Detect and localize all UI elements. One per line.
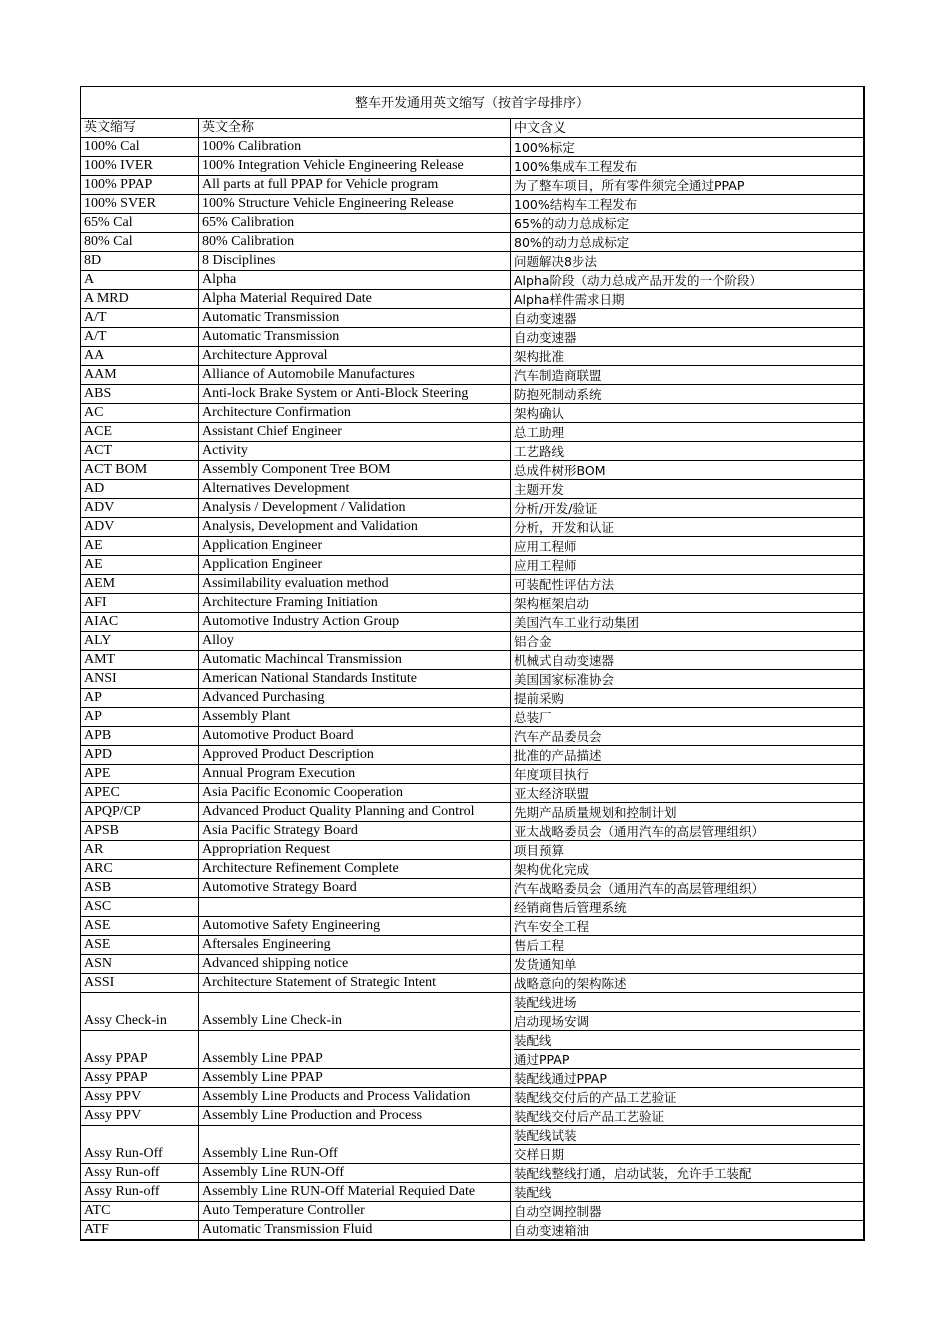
table-row bbox=[81, 841, 863, 860]
cell-abbr: AAM bbox=[81, 366, 199, 384]
cell-abbr: 100% SVER bbox=[81, 195, 199, 213]
table-row bbox=[81, 518, 863, 537]
cell-chinese-meaning: 汽车安全工程 bbox=[514, 919, 590, 934]
cell-chinese-meaning: 总成件树形BOM bbox=[514, 463, 606, 478]
table-row bbox=[81, 746, 863, 765]
cell-full-name: Assembly Line RUN-Off bbox=[199, 1164, 511, 1182]
table-row bbox=[81, 632, 863, 651]
cell-abbr: Assy Run-Off bbox=[81, 1126, 199, 1163]
cell-chinese-meaning: 应用工程师 bbox=[514, 558, 577, 573]
table-row bbox=[81, 784, 863, 803]
table-row bbox=[81, 423, 863, 442]
cell-full-name: 100% Calibration bbox=[199, 138, 511, 156]
cell-chinese-meaning: 分析，开发和认证 bbox=[514, 520, 615, 535]
cell-chinese-meaning: 汽车制造商联盟 bbox=[514, 368, 602, 383]
table-row bbox=[81, 480, 863, 499]
cell-abbr: ASE bbox=[81, 936, 199, 954]
cell-full-name: Activity bbox=[199, 442, 511, 460]
cell-chinese-meaning: 总装厂 bbox=[514, 710, 552, 725]
cell-chinese-line: 交样日期 bbox=[514, 1144, 860, 1163]
table-row bbox=[81, 689, 863, 708]
cell-chinese-meaning: 架构优化完成 bbox=[514, 862, 590, 877]
cell-chinese-meaning: 65%的动力总成标定 bbox=[514, 216, 630, 231]
cell-full-name: Architecture Approval bbox=[199, 347, 511, 365]
table-row bbox=[81, 176, 863, 195]
cell-abbr: ASC bbox=[81, 898, 199, 916]
table-row bbox=[81, 385, 863, 404]
table-row bbox=[81, 727, 863, 746]
cell-full-name: 100% Structure Vehicle Engineering Release bbox=[199, 195, 511, 213]
cell-abbr: AP bbox=[81, 708, 199, 726]
cell-abbr: AC bbox=[81, 404, 199, 422]
cell-chinese-meaning: 经销商售后管理系统 bbox=[514, 900, 627, 915]
cell-full-name: Advanced Product Quality Planning and Control bbox=[199, 803, 511, 821]
cell-full-name: Automotive Product Board bbox=[199, 727, 511, 745]
cell-chinese-meaning: 100%集成车工程发布 bbox=[514, 159, 638, 174]
cell-full-name: Alpha bbox=[199, 271, 511, 289]
table-row bbox=[81, 917, 863, 936]
table-row bbox=[81, 1107, 863, 1126]
cell-full-name: 100% Integration Vehicle Engineering Release bbox=[199, 157, 511, 175]
table-row bbox=[81, 1183, 863, 1202]
cell-full-name: Assimilability evaluation method bbox=[199, 575, 511, 593]
table-row bbox=[81, 157, 863, 176]
cell-full-name: Analysis / Development / Validation bbox=[199, 499, 511, 517]
table-row bbox=[81, 138, 863, 157]
header-chinese-meaning: 中文含义 bbox=[514, 121, 567, 136]
cell-abbr: APQP/CP bbox=[81, 803, 199, 821]
cell-abbr: ACE bbox=[81, 423, 199, 441]
cell-abbr: ADV bbox=[81, 518, 199, 536]
table-row bbox=[81, 765, 863, 784]
cell-full-name: Automatic Transmission bbox=[199, 309, 511, 327]
cell-abbr: 100% PPAP bbox=[81, 176, 199, 194]
cell-full-name: 65% Calibration bbox=[199, 214, 511, 232]
cell-abbr: 80% Cal bbox=[81, 233, 199, 251]
table-row bbox=[81, 822, 863, 841]
cell-chinese-meaning: 防抱死制动系统 bbox=[514, 387, 602, 402]
cell-full-name: Assembly Line PPAP bbox=[199, 1031, 511, 1068]
table-row bbox=[81, 1202, 863, 1221]
cell-chinese-meaning: 可装配性评估方法 bbox=[514, 577, 615, 592]
table-row bbox=[81, 860, 863, 879]
cell-chinese-meaning: 自动变速器 bbox=[514, 330, 577, 345]
cell-chinese-meaning: Alpha样件需求日期 bbox=[514, 292, 625, 307]
cell-abbr: ABS bbox=[81, 385, 199, 403]
cell-abbr: ACT BOM bbox=[81, 461, 199, 479]
cell-full-name: Assembly Line Products and Process Validation bbox=[199, 1088, 511, 1106]
cell-full-name bbox=[199, 898, 511, 916]
header-abbr: 英文缩写 bbox=[81, 119, 199, 137]
table-row bbox=[81, 233, 863, 252]
cell-abbr: 100% IVER bbox=[81, 157, 199, 175]
table-row bbox=[81, 575, 863, 594]
cell-full-name: Assembly Line PPAP bbox=[199, 1069, 511, 1087]
cell-abbr: AFI bbox=[81, 594, 199, 612]
table-row bbox=[81, 955, 863, 974]
cell-abbr: 65% Cal bbox=[81, 214, 199, 232]
cell-abbr: AP bbox=[81, 689, 199, 707]
table-row bbox=[81, 974, 863, 993]
table-row bbox=[81, 328, 863, 347]
cell-full-name: Assembly Line Production and Process bbox=[199, 1107, 511, 1125]
cell-abbr: Assy PPV bbox=[81, 1088, 199, 1106]
cell-chinese-meaning: 美国国家标准协会 bbox=[514, 672, 615, 687]
table-body bbox=[81, 119, 863, 1239]
cell-chinese-meaning: 战略意向的架构陈述 bbox=[514, 976, 627, 991]
cell-chinese-meaning: 装配线通过PPAP bbox=[514, 1071, 607, 1086]
cell-chinese-meaning: 主题开发 bbox=[514, 482, 565, 497]
cell-full-name: Anti-lock Brake System or Anti-Block Steering bbox=[199, 385, 511, 403]
cell-abbr: APSB bbox=[81, 822, 199, 840]
cell-full-name: Asia Pacific Strategy Board bbox=[199, 822, 511, 840]
cell-chinese-meaning: 机械式自动变速器 bbox=[514, 653, 615, 668]
table-row bbox=[81, 404, 863, 423]
cell-full-name: Asia Pacific Economic Cooperation bbox=[199, 784, 511, 802]
cell-abbr: APB bbox=[81, 727, 199, 745]
cell-chinese-meaning: 发货通知单 bbox=[514, 957, 577, 972]
cell-full-name: Aftersales Engineering bbox=[199, 936, 511, 954]
cell-abbr: A bbox=[81, 271, 199, 289]
cell-full-name: Assembly Line Run-Off bbox=[199, 1126, 511, 1163]
cell-abbr: ARC bbox=[81, 860, 199, 878]
cell-chinese-meaning: 架构确认 bbox=[514, 406, 565, 421]
cell-abbr: ATF bbox=[81, 1221, 199, 1239]
cell-abbr: ALY bbox=[81, 632, 199, 650]
table-row bbox=[81, 252, 863, 271]
table-row bbox=[81, 1069, 863, 1088]
cell-abbr: AMT bbox=[81, 651, 199, 669]
cell-abbr: 8D bbox=[81, 252, 199, 270]
cell-full-name: Automotive Safety Engineering bbox=[199, 917, 511, 935]
cell-chinese-meaning: 装配线交付后产品工艺验证 bbox=[514, 1109, 665, 1124]
cell-abbr: AEM bbox=[81, 575, 199, 593]
table-row bbox=[81, 803, 863, 822]
table-row bbox=[81, 214, 863, 233]
cell-abbr: Assy PPAP bbox=[81, 1069, 199, 1087]
cell-full-name: Application Engineer bbox=[199, 556, 511, 574]
table-header-row bbox=[81, 119, 863, 138]
cell-chinese-line: 通过PPAP bbox=[514, 1049, 860, 1068]
cell-abbr: Assy PPV bbox=[81, 1107, 199, 1125]
table-row bbox=[81, 290, 863, 309]
table-row bbox=[81, 556, 863, 575]
cell-abbr: ATC bbox=[81, 1202, 199, 1220]
cell-abbr: AIAC bbox=[81, 613, 199, 631]
table-row bbox=[81, 613, 863, 632]
cell-chinese-meaning: 80%的动力总成标定 bbox=[514, 235, 630, 250]
cell-abbr: 100% Cal bbox=[81, 138, 199, 156]
cell-abbr: APD bbox=[81, 746, 199, 764]
cell-full-name: 80% Calibration bbox=[199, 233, 511, 251]
cell-chinese-meaning: 装配线交付后的产品工艺验证 bbox=[514, 1090, 677, 1105]
cell-chinese-meaning bbox=[511, 1126, 863, 1163]
cell-chinese-meaning: 先期产品质量规划和控制计划 bbox=[514, 805, 677, 820]
cell-full-name: 8 Disciplines bbox=[199, 252, 511, 270]
cell-full-name: Alloy bbox=[199, 632, 511, 650]
cell-full-name: Assembly Component Tree BOM bbox=[199, 461, 511, 479]
cell-full-name: Advanced shipping notice bbox=[199, 955, 511, 973]
cell-full-name: Assembly Plant bbox=[199, 708, 511, 726]
cell-abbr: Assy Run-off bbox=[81, 1183, 199, 1201]
cell-chinese-meaning: 装配线 bbox=[514, 1185, 552, 1200]
cell-chinese-meaning: 装配线整线打通，启动试装，允许手工装配 bbox=[514, 1166, 752, 1181]
table-row bbox=[81, 936, 863, 955]
table-row bbox=[81, 271, 863, 290]
cell-abbr: ACT bbox=[81, 442, 199, 460]
cell-chinese-meaning: 亚太战略委员会（通用汽车的高层管理组织） bbox=[514, 824, 765, 839]
cell-full-name: Appropriation Request bbox=[199, 841, 511, 859]
cell-chinese-meaning: 亚太经济联盟 bbox=[514, 786, 590, 801]
cell-full-name: Automatic Transmission bbox=[199, 328, 511, 346]
cell-abbr: ADV bbox=[81, 499, 199, 517]
table-row bbox=[81, 898, 863, 917]
cell-chinese-meaning: 为了整车项目，所有零件须完全通过PPAP bbox=[514, 178, 745, 193]
table-row bbox=[81, 594, 863, 613]
cell-chinese-meaning: 100%结构车工程发布 bbox=[514, 197, 638, 212]
cell-full-name: Alternatives Development bbox=[199, 480, 511, 498]
cell-chinese-meaning: 提前采购 bbox=[514, 691, 565, 706]
table-row bbox=[81, 366, 863, 385]
cell-chinese-meaning: 美国汽车工业行动集团 bbox=[514, 615, 640, 630]
cell-full-name: Automotive Industry Action Group bbox=[199, 613, 511, 631]
cell-full-name: Assembly Line Check-in bbox=[199, 993, 511, 1030]
table-row bbox=[81, 1164, 863, 1183]
cell-chinese-line: 装配线进场 bbox=[514, 995, 577, 1010]
cell-full-name: American National Standards Institute bbox=[199, 670, 511, 688]
cell-full-name: Assistant Chief Engineer bbox=[199, 423, 511, 441]
cell-abbr: APEC bbox=[81, 784, 199, 802]
table-row bbox=[81, 670, 863, 689]
table-row bbox=[81, 499, 863, 518]
cell-full-name: Architecture Confirmation bbox=[199, 404, 511, 422]
cell-abbr: AE bbox=[81, 556, 199, 574]
cell-chinese-meaning: 总工助理 bbox=[514, 425, 565, 440]
cell-full-name: Auto Temperature Controller bbox=[199, 1202, 511, 1220]
table-title: 整车开发通用英文缩写（按首字母排序） bbox=[81, 87, 863, 119]
cell-chinese-meaning: Alpha阶段（动力总成产品开发的一个阶段） bbox=[514, 273, 763, 288]
abbreviation-table bbox=[80, 86, 865, 1241]
table-row bbox=[81, 1221, 863, 1239]
cell-full-name: Approved Product Description bbox=[199, 746, 511, 764]
cell-full-name: Architecture Refinement Complete bbox=[199, 860, 511, 878]
cell-chinese-meaning: 批准的产品描述 bbox=[514, 748, 602, 763]
table-row bbox=[81, 309, 863, 328]
cell-chinese-meaning: 架构批准 bbox=[514, 349, 565, 364]
table-row bbox=[81, 347, 863, 366]
cell-full-name: Application Engineer bbox=[199, 537, 511, 555]
table-row bbox=[81, 1031, 863, 1069]
cell-chinese-meaning: 自动变速箱油 bbox=[514, 1223, 590, 1238]
cell-chinese-meaning: 售后工程 bbox=[514, 938, 565, 953]
cell-chinese-meaning bbox=[511, 1031, 863, 1068]
cell-abbr: ASSI bbox=[81, 974, 199, 992]
cell-full-name: Advanced Purchasing bbox=[199, 689, 511, 707]
cell-abbr: AE bbox=[81, 537, 199, 555]
header-full-name: 英文全称 bbox=[199, 119, 511, 137]
cell-chinese-meaning: 架构框架启动 bbox=[514, 596, 590, 611]
cell-abbr: ASN bbox=[81, 955, 199, 973]
cell-chinese-meaning: 汽车战略委员会（通用汽车的高层管理组织） bbox=[514, 881, 765, 896]
cell-abbr: APE bbox=[81, 765, 199, 783]
table-row bbox=[81, 708, 863, 727]
cell-chinese-meaning: 问题解决8步法 bbox=[514, 254, 597, 269]
cell-abbr: A MRD bbox=[81, 290, 199, 308]
cell-chinese-meaning: 年度项目执行 bbox=[514, 767, 590, 782]
table-row bbox=[81, 993, 863, 1031]
cell-chinese-meaning: 项目预算 bbox=[514, 843, 565, 858]
cell-abbr: AD bbox=[81, 480, 199, 498]
table-row bbox=[81, 879, 863, 898]
cell-chinese-meaning: 自动变速器 bbox=[514, 311, 577, 326]
cell-abbr: Assy Check-in bbox=[81, 993, 199, 1030]
table-row bbox=[81, 537, 863, 556]
cell-chinese-meaning: 分析/开发/验证 bbox=[514, 501, 598, 516]
table-row bbox=[81, 195, 863, 214]
table-row bbox=[81, 1088, 863, 1107]
cell-abbr: ANSI bbox=[81, 670, 199, 688]
cell-abbr: AR bbox=[81, 841, 199, 859]
cell-abbr: ASE bbox=[81, 917, 199, 935]
cell-chinese-line: 装配线 bbox=[514, 1033, 552, 1048]
cell-abbr: AA bbox=[81, 347, 199, 365]
cell-chinese-line: 装配线试装 bbox=[514, 1128, 577, 1143]
cell-chinese-line: 启动现场安调 bbox=[514, 1011, 860, 1030]
cell-chinese-meaning: 应用工程师 bbox=[514, 539, 577, 554]
cell-full-name: Automotive Strategy Board bbox=[199, 879, 511, 897]
cell-chinese-meaning: 100%标定 bbox=[514, 140, 575, 155]
cell-chinese-meaning: 工艺路线 bbox=[514, 444, 565, 459]
cell-abbr: ASB bbox=[81, 879, 199, 897]
cell-full-name: Annual Program Execution bbox=[199, 765, 511, 783]
cell-full-name: Assembly Line RUN-Off Material Requied Date bbox=[199, 1183, 511, 1201]
cell-chinese-meaning: 铝合金 bbox=[514, 634, 552, 649]
cell-full-name: Analysis, Development and Validation bbox=[199, 518, 511, 536]
cell-full-name: Alliance of Automobile Manufactures bbox=[199, 366, 511, 384]
cell-abbr: Assy Run-off bbox=[81, 1164, 199, 1182]
table-row bbox=[81, 461, 863, 480]
cell-full-name: Architecture Framing Initiation bbox=[199, 594, 511, 612]
cell-full-name: Automatic Transmission Fluid bbox=[199, 1221, 511, 1239]
cell-full-name: All parts at full PPAP for Vehicle program bbox=[199, 176, 511, 194]
cell-chinese-meaning bbox=[511, 993, 863, 1030]
cell-abbr: A/T bbox=[81, 328, 199, 346]
cell-chinese-meaning: 汽车产品委员会 bbox=[514, 729, 602, 744]
cell-abbr: A/T bbox=[81, 309, 199, 327]
cell-full-name: Alpha Material Required Date bbox=[199, 290, 511, 308]
table-row bbox=[81, 1126, 863, 1164]
cell-full-name: Automatic Machincal Transmission bbox=[199, 651, 511, 669]
cell-chinese-meaning: 自动空调控制器 bbox=[514, 1204, 602, 1219]
cell-abbr: Assy PPAP bbox=[81, 1031, 199, 1068]
cell-full-name: Architecture Statement of Strategic Intent bbox=[199, 974, 511, 992]
table-row bbox=[81, 651, 863, 670]
table-row bbox=[81, 442, 863, 461]
